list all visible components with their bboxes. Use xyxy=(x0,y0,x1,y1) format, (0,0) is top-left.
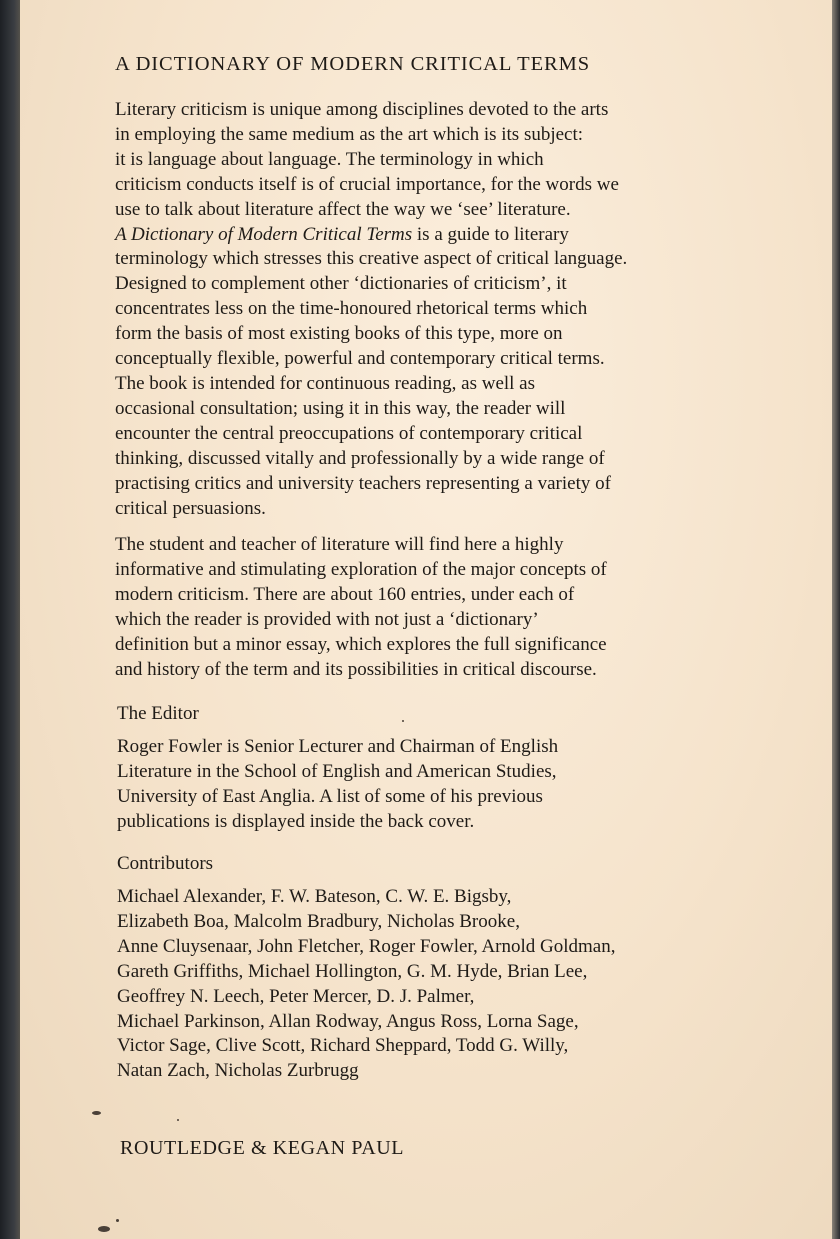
text-line: and history of the term and its possibilities in critical discourse. xyxy=(115,658,597,680)
text-line: form the basis of most existing books of this type, more on xyxy=(115,323,563,345)
blurb-paragraph-1 xyxy=(115,98,627,521)
text-line: The book is intended for continuous reading, as well as xyxy=(115,372,536,394)
text-line: publications is displayed inside the back cover. xyxy=(117,810,475,832)
text-line: Elizabeth Boa, Malcolm Bradbury, Nicholas Brooke, xyxy=(117,910,520,932)
paper-speck xyxy=(177,1119,179,1121)
publisher-name: ROUTLEDGE & KEGAN PAUL xyxy=(120,1137,405,1159)
text-line: Geoffrey N. Leech, Peter Mercer, D. J. Palmer, xyxy=(117,985,475,1007)
text-line: terminology which stresses this creative aspect of critical language. xyxy=(115,248,628,270)
contributors-heading: Contributors xyxy=(117,853,214,874)
book-title: A DICTIONARY OF MODERN CRITICAL TERMS xyxy=(115,53,591,75)
contributors-list xyxy=(117,885,616,1084)
text-line: informative and stimulating exploration of the major concepts of xyxy=(115,558,607,580)
text-line: encounter the central preoccupations of contemporary critical xyxy=(115,422,583,444)
page-right-edge xyxy=(832,0,840,1239)
book-spine-edge xyxy=(0,0,20,1239)
blurb-paragraph-2 xyxy=(115,533,607,682)
text-line: critical persuasions. xyxy=(115,497,266,519)
text-line: Designed to complement other ‘dictionaries of criticism’, it xyxy=(115,273,567,295)
text-line: practising critics and university teachers representing a variety of xyxy=(115,472,611,494)
text-line: Michael Parkinson, Allan Rodway, Angus Ross, Lorna Sage, xyxy=(117,1010,579,1032)
text-line: which the reader is provided with not just a ‘dictionary’ xyxy=(115,608,539,630)
text-line-rest: is a guide to literary xyxy=(412,223,569,245)
text-line: it is language about language. The terminology in which xyxy=(115,148,544,170)
text-line: Michael Alexander, F. W. Bateson, C. W. E. Bigsby, xyxy=(117,886,512,907)
paper-speck xyxy=(116,1219,119,1222)
text-line: Natan Zach, Nicholas Zurbrugg xyxy=(117,1060,359,1082)
text-line: University of East Anglia. A list of some of his previous xyxy=(117,785,543,807)
text-line: modern criticism. There are about 160 entries, under each of xyxy=(115,583,575,605)
paper-speck xyxy=(92,1111,101,1115)
text-line: Gareth Griffiths, Michael Hollington, G. M. Hyde, Brian Lee, xyxy=(117,960,588,982)
text-line: use to talk about literature affect the way we ‘see’ literature. xyxy=(115,198,571,220)
paper-speck xyxy=(98,1226,110,1232)
text-line: Anne Cluysenaar, John Fletcher, Roger Fowler, Arnold Goldman, xyxy=(117,935,616,957)
text-line: thinking, discussed vitally and professionally by a wide range of xyxy=(115,447,605,469)
text-line: in employing the same medium as the art which is its subject: xyxy=(115,123,584,145)
text-line: Literary criticism is unique among disciplines devoted to the arts xyxy=(115,99,609,120)
text-line: conceptually flexible, powerful and contemporary critical terms. xyxy=(115,348,605,370)
back-cover xyxy=(20,0,832,1239)
paper-speck xyxy=(402,720,404,722)
text-line: concentrates less on the time-honoured rhetorical terms which xyxy=(115,298,588,320)
editor-bio xyxy=(117,735,558,835)
text-line xyxy=(115,223,627,248)
text-line: criticism conducts itself is of crucial importance, for the words we xyxy=(115,173,619,195)
text-line: occasional consultation; using it in this way, the reader will xyxy=(115,397,566,419)
book-title-italic: A Dictionary of Modern Critical Terms xyxy=(115,223,413,245)
text-line: Victor Sage, Clive Scott, Richard Sheppard, Todd G. Willy, xyxy=(117,1035,569,1057)
text-line: definition but a minor essay, which explores the full significance xyxy=(115,633,607,655)
editor-heading: The Editor xyxy=(117,703,199,724)
text-line: The student and teacher of literature will find here a highly xyxy=(115,534,564,555)
text-line: Literature in the School of English and American Studies, xyxy=(117,760,557,782)
text-line: Roger Fowler is Senior Lecturer and Chairman of English xyxy=(117,736,559,757)
